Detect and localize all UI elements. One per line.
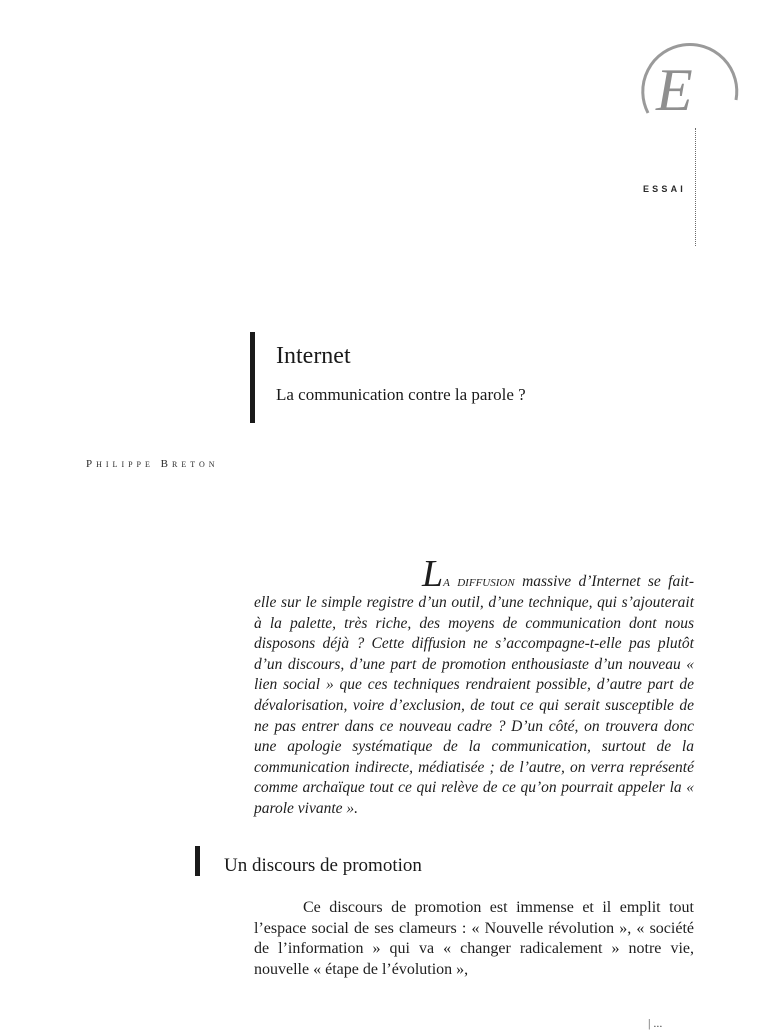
section-label: ESSAI	[642, 184, 686, 194]
title-accent-bar	[250, 332, 255, 423]
lead-paragraph	[254, 555, 694, 820]
article-title: Internet	[276, 343, 351, 369]
drop-cap: L	[422, 553, 444, 595]
page-marker: | ...	[648, 1016, 663, 1030]
lead-small-caps: a diffusion	[443, 573, 515, 590]
author-name: Philippe Breton	[86, 458, 219, 470]
article-subtitle: La communication contre la parole ?	[276, 385, 526, 404]
heading-accent-bar	[195, 846, 200, 876]
section-heading: Un discours de promotion	[224, 855, 422, 876]
dotted-divider	[695, 128, 696, 246]
body-paragraph: Ce discours de promotion est immense et il emplit tout l’espace social de ses clameurs : « Nouvelle révolution », « société de l’information » qui va « changer radicalement » notre vie, nouvelle « étape de l’évolution »,	[254, 899, 694, 978]
journal-logo-letter: E	[656, 57, 693, 123]
lead-text: massive d’Internet se fait-elle sur le simple registre d’un outil, d’une technique, qui s’ajouterait à la palette, très riche, des moyens de communication dont nous disposons déjà ? Cette diffusion ne s’accompagne-t-elle pas plutôt d’un discours, d’une part de promotion enthousiaste d’un nouveau « lien social » que ces techniques rendraient possible, d’autre part de dévalorisation, voire d’exclusion, de tout ce qui serait susceptible de ne pas entrer dans ce nouveau cadre ? D’un côté, on trouvera donc une apologie systématique de la communication, surtout de la communication indirecte, médiatisée ; de l’autre, on verra représenté comme archaïque tout ce qui relève de ce qu’on pourrait appeler la « parole vivante ».	[254, 573, 695, 817]
